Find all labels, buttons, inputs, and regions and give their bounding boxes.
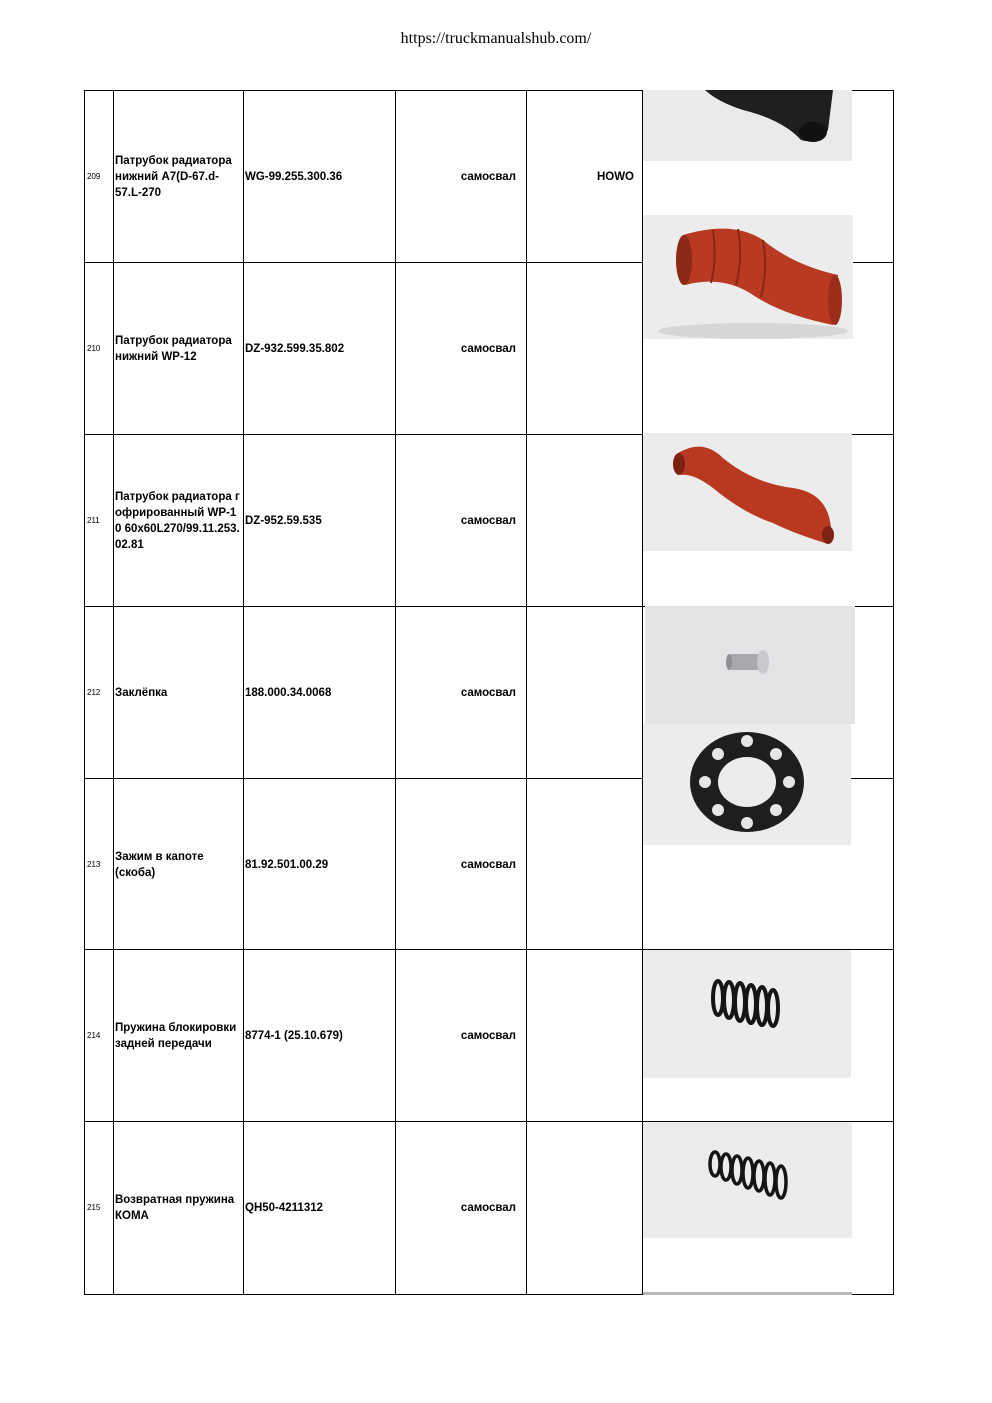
part-name: Заклёпка bbox=[115, 687, 168, 699]
row-number: 209 bbox=[87, 172, 101, 181]
brand bbox=[527, 1122, 634, 1294]
brand bbox=[527, 435, 634, 607]
spring-photo-icon bbox=[643, 950, 851, 1078]
vehicle-type: самосвал bbox=[460, 1202, 516, 1214]
part-name: Зажим в капоте (скоба) bbox=[115, 851, 204, 879]
part-code: 81.92.501.00.29 bbox=[245, 859, 329, 871]
part-code: 8774-1 (25.10.679) bbox=[245, 1030, 343, 1042]
part-name: Пружина блокировки задней передачи bbox=[115, 1022, 237, 1050]
row-number: 211 bbox=[87, 516, 100, 525]
red-hose-photo-icon bbox=[643, 215, 853, 339]
row-number: 214 bbox=[87, 1031, 101, 1040]
vehicle-type: самосвал bbox=[460, 343, 516, 355]
part-code: DZ-932.599.35.802 bbox=[245, 343, 345, 355]
header-url: https://truckmanualshub.com/ bbox=[400, 30, 592, 47]
part-name: Патрубок радиатора нижний WP-12 bbox=[115, 335, 232, 363]
vehicle-type: самосвал bbox=[460, 171, 516, 183]
part-code: QH50-4211312 bbox=[245, 1202, 324, 1214]
part-name: Возвратная пружина КОМА bbox=[115, 1194, 235, 1222]
vehicle-type: самосвал bbox=[460, 1030, 516, 1042]
part-name: Патрубок радиатора гофрированный WP-10 60x60L270/99.11.253.02.81 bbox=[115, 491, 240, 551]
row-number: 215 bbox=[87, 1203, 101, 1212]
vehicle-type: самосвал bbox=[460, 515, 516, 527]
brand: HOWO bbox=[596, 171, 634, 183]
red-corrugated-hose-photo-icon bbox=[643, 433, 852, 551]
part-code: DZ-952.59.535 bbox=[245, 515, 322, 527]
image-bottom-edge bbox=[643, 1292, 852, 1295]
brand bbox=[527, 950, 634, 1122]
rivet-photo-icon bbox=[645, 606, 855, 724]
part-code: 188.000.34.0068 bbox=[245, 687, 332, 699]
brand bbox=[527, 263, 634, 435]
flange-ring-photo-icon bbox=[643, 724, 851, 845]
part-code: WG-99.255.300.36 bbox=[245, 171, 343, 183]
row-number: 210 bbox=[87, 344, 101, 353]
brand bbox=[527, 779, 634, 951]
vehicle-type: самосвал bbox=[460, 859, 516, 871]
vehicle-type: самосвал bbox=[460, 687, 516, 699]
black-hose-photo-icon bbox=[643, 90, 852, 161]
return-spring-photo-icon bbox=[643, 1122, 852, 1238]
row-number: 213 bbox=[87, 860, 101, 869]
part-name: Патрубок радиатора нижний А7(D-67.d-57.L-270 bbox=[115, 155, 232, 199]
brand bbox=[527, 607, 634, 779]
row-number: 212 bbox=[87, 688, 101, 697]
